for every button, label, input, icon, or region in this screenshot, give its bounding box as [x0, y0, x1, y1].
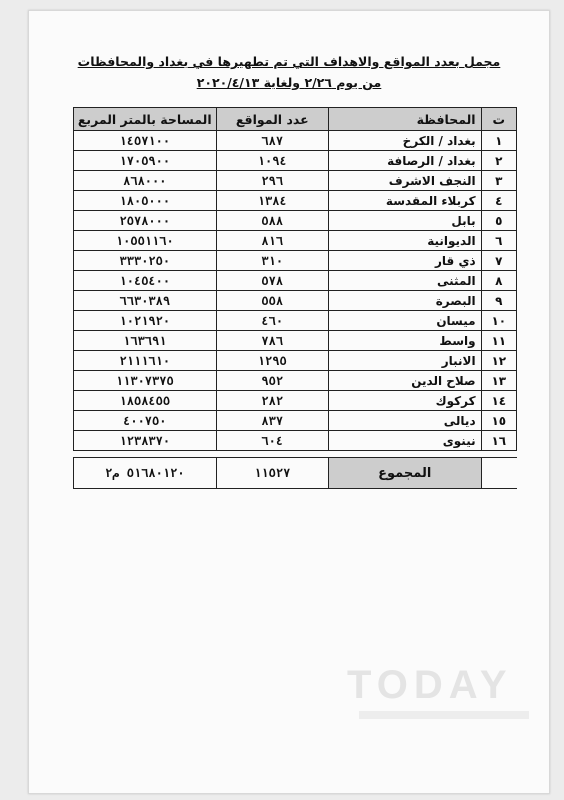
row-area: ١٠٤٥٤٠٠: [74, 271, 217, 291]
row-number: ٤: [481, 191, 516, 211]
row-number: ١٣: [481, 371, 516, 391]
table-row: [74, 371, 517, 391]
table-row: [74, 231, 517, 251]
row-governorate: المثنى: [328, 271, 481, 291]
total-sites: ١١٥٢٧: [216, 458, 328, 489]
row-number: ١٥: [481, 411, 516, 431]
row-area: ٣٣٣٠٢٥٠: [74, 251, 217, 271]
row-sites: ٥٨٨: [216, 211, 328, 231]
row-area: ١٤٥٧١٠٠: [74, 131, 217, 151]
row-area: ١٨٠٥٠٠٠: [74, 191, 217, 211]
row-sites: ٢٩٦: [216, 171, 328, 191]
row-governorate: البصرة: [328, 291, 481, 311]
row-area: ١٠٢١٩٢٠: [74, 311, 217, 331]
row-area: ٦٦٣٠٣٨٩: [74, 291, 217, 311]
table-row: [74, 171, 517, 191]
row-sites: ١٠٩٤: [216, 151, 328, 171]
row-area: ٨٦٨٠٠٠: [74, 171, 217, 191]
row-governorate: كربلاء المقدسة: [328, 191, 481, 211]
table-row: [74, 191, 517, 211]
spacer-row: [74, 451, 517, 458]
row-number: ٩: [481, 291, 516, 311]
row-sites: ٩٥٢: [216, 371, 328, 391]
table-row: [74, 411, 517, 431]
row-number: ٧: [481, 251, 516, 271]
row-governorate: بغداد / الرصافة: [328, 151, 481, 171]
row-number: ١١: [481, 331, 516, 351]
row-governorate: بابل: [328, 211, 481, 231]
row-sites: ٢٨٢: [216, 391, 328, 411]
table-row: [74, 151, 517, 171]
total-area: ٥١٦٨٠١٢٠ م٢: [74, 458, 217, 489]
row-sites: ٨١٦: [216, 231, 328, 251]
table-row: [74, 431, 517, 451]
table-row: [74, 271, 517, 291]
row-governorate: النجف الاشرف: [328, 171, 481, 191]
document-subtitle: من يوم ٢/٢٦ ولغاية ٢٠٢٠/٤/١٣: [196, 75, 382, 90]
row-number: ٦: [481, 231, 516, 251]
row-area: ١١٣٠٧٣٧٥: [74, 371, 217, 391]
row-number: ٢: [481, 151, 516, 171]
watermark-bar: [359, 711, 529, 719]
row-number: ٥: [481, 211, 516, 231]
row-governorate: ديالى: [328, 411, 481, 431]
row-number: ١٢: [481, 351, 516, 371]
table-row: [74, 311, 517, 331]
row-governorate: بغداد / الكرخ: [328, 131, 481, 151]
column-header-number: ت: [481, 108, 516, 131]
row-sites: ١٣٨٤: [216, 191, 328, 211]
row-area: ١٠٥٥١١٦٠: [74, 231, 217, 251]
row-sites: ٨٣٧: [216, 411, 328, 431]
row-area: ١٦٣٦٩١: [74, 331, 217, 351]
table-row: [74, 251, 517, 271]
row-area: ١٧٠٥٩٠٠: [74, 151, 217, 171]
document-title: مجمل بعدد المواقع والاهداف التي تم تطهيرها في بغداد والمحافظات: [77, 54, 501, 69]
row-governorate: صلاح الدين: [328, 371, 481, 391]
table-row: [74, 391, 517, 411]
row-area: ٢١١١٦١٠: [74, 351, 217, 371]
column-header-sites: عدد المواقع: [216, 108, 328, 131]
table-row: [74, 331, 517, 351]
table-row: [74, 351, 517, 371]
row-governorate: ميسان: [328, 311, 481, 331]
row-governorate: واسط: [328, 331, 481, 351]
row-sites: ٦٨٧: [216, 131, 328, 151]
column-header-area: المساحة بالمتر المربع: [74, 108, 217, 131]
row-governorate: الديوانية: [328, 231, 481, 251]
row-number: ٨: [481, 271, 516, 291]
table-row: [74, 211, 517, 231]
row-area: ٤٠٠٧٥٠: [74, 411, 217, 431]
table-header-row: [74, 108, 517, 131]
total-gap-cell: [481, 458, 516, 489]
document-page: [28, 10, 550, 794]
row-number: ١٤: [481, 391, 516, 411]
column-header-governorate: المحافظة: [328, 108, 481, 131]
watermark-logo: TODAY: [347, 663, 513, 707]
governorates-table: [73, 107, 517, 489]
total-row: [74, 458, 517, 489]
row-area: ١٢٣٨٣٧٠: [74, 431, 217, 451]
row-number: ٣: [481, 171, 516, 191]
row-area: ١٨٥٨٤٥٥: [74, 391, 217, 411]
row-governorate: ذي قار: [328, 251, 481, 271]
row-number: ١٠: [481, 311, 516, 331]
row-sites: ٥٥٨: [216, 291, 328, 311]
table-row: [74, 291, 517, 311]
total-label: المجموع: [328, 458, 481, 489]
table-row: [74, 131, 517, 151]
row-sites: ١٢٩٥: [216, 351, 328, 371]
row-number: ١٦: [481, 431, 516, 451]
row-governorate: نينوى: [328, 431, 481, 451]
row-sites: ٣١٠: [216, 251, 328, 271]
row-number: ١: [481, 131, 516, 151]
row-governorate: كركوك: [328, 391, 481, 411]
row-sites: ٥٧٨: [216, 271, 328, 291]
row-area: ٢٥٧٨٠٠٠: [74, 211, 217, 231]
row-sites: ٧٨٦: [216, 331, 328, 351]
row-sites: ٦٠٤: [216, 431, 328, 451]
row-governorate: الانبار: [328, 351, 481, 371]
row-sites: ٤٦٠: [216, 311, 328, 331]
